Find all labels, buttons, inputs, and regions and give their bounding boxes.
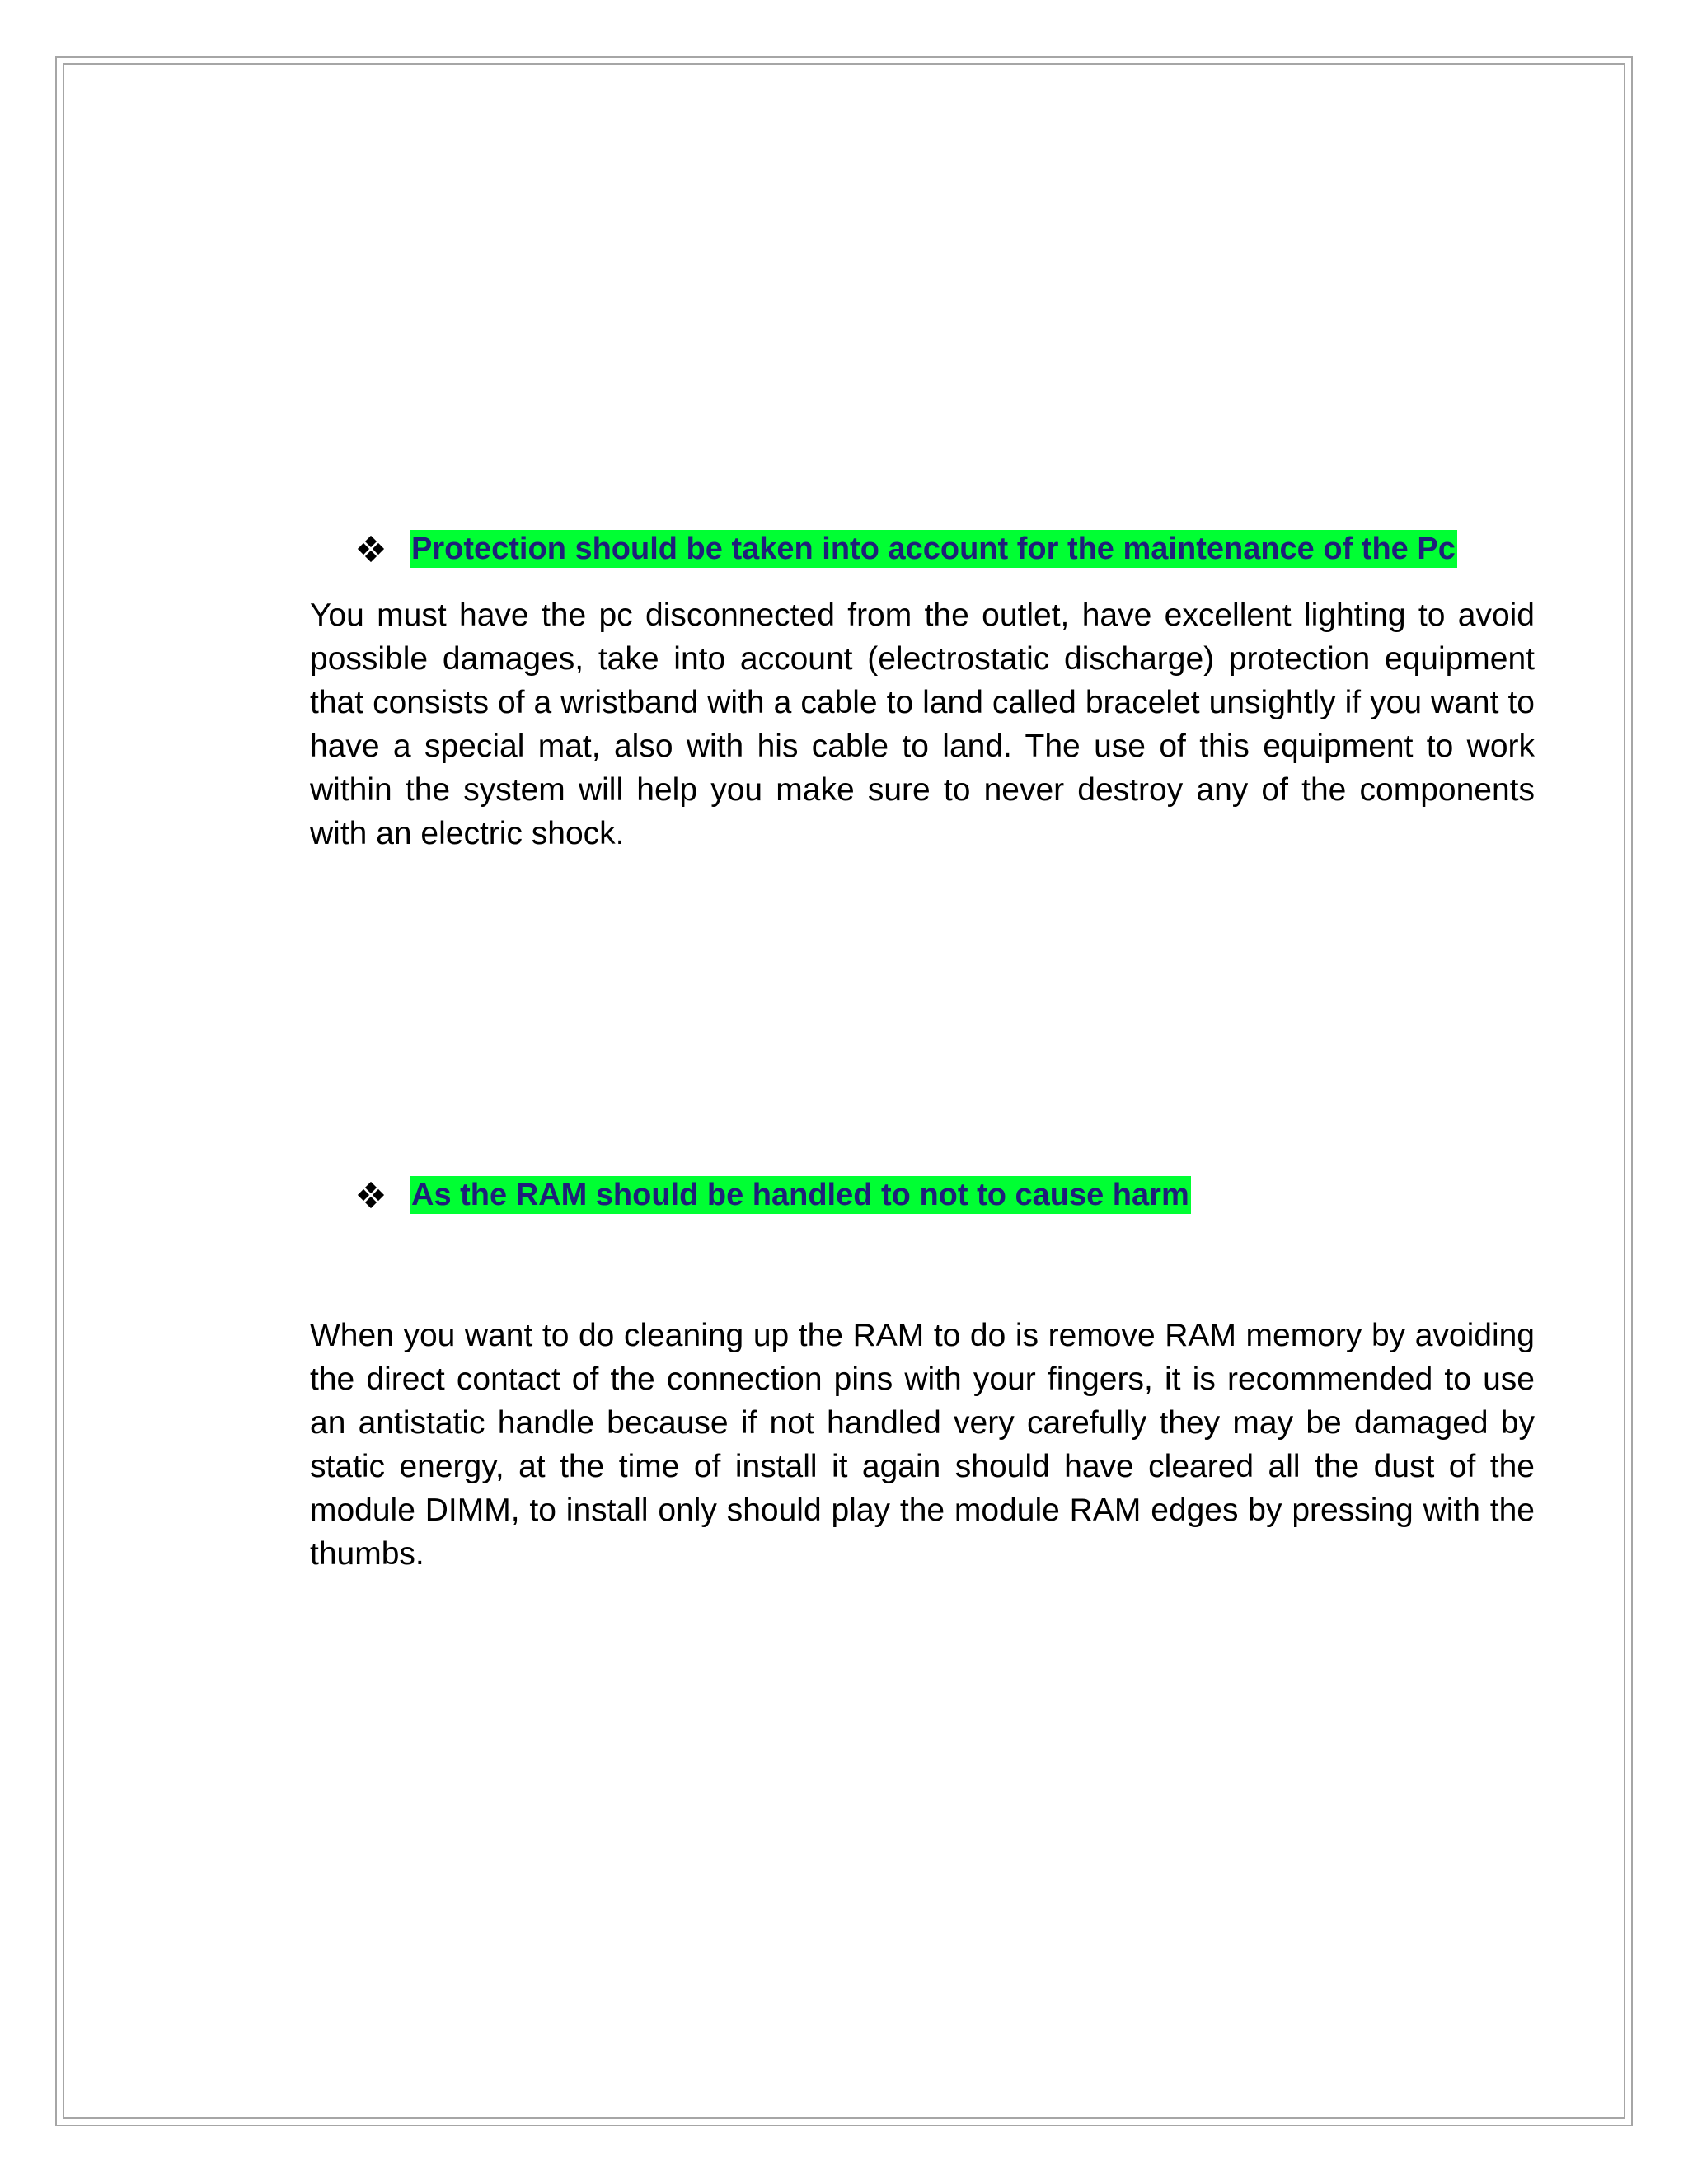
diamond-bullet-icon	[359, 1183, 382, 1207]
diamond-bullet-icon	[359, 537, 382, 560]
section-protection	[310, 527, 1535, 855]
section-body: When you want to do cleaning up the RAM to do is remove RAM memory by avoiding the direct contact of the connection pins with your fingers, it is recommended to use an antistatic handle because if not handled very carefully they may be damaged by static energy, at the time of install it again should have cleared all the dust of the module DIMM, to install only should play the module RAM edges by pressing with the thumbs.	[310, 1318, 1535, 1572]
section-heading: Protection should be taken into account for the maintenance of the Pc	[411, 532, 1456, 566]
section-heading-row	[310, 527, 1535, 570]
section-ram-handling	[310, 1174, 1535, 1576]
page-border-inner	[63, 63, 1625, 2119]
section-heading: As the RAM should be handled to not to cause harm	[411, 1178, 1189, 1212]
section-body: You must have the pc disconnected from the outlet, have excellent lighting to avoid possible damages, take into account (electrostatic discharge) protection equipment that consists of a wristband with a cable to land called bracelet unsightly if you want to have a special mat, also with his cable to land. The use of this equipment to work within the system will help you make sure to never destroy any of the components with an electric shock.	[310, 598, 1535, 851]
section-heading-row	[310, 1174, 1535, 1216]
